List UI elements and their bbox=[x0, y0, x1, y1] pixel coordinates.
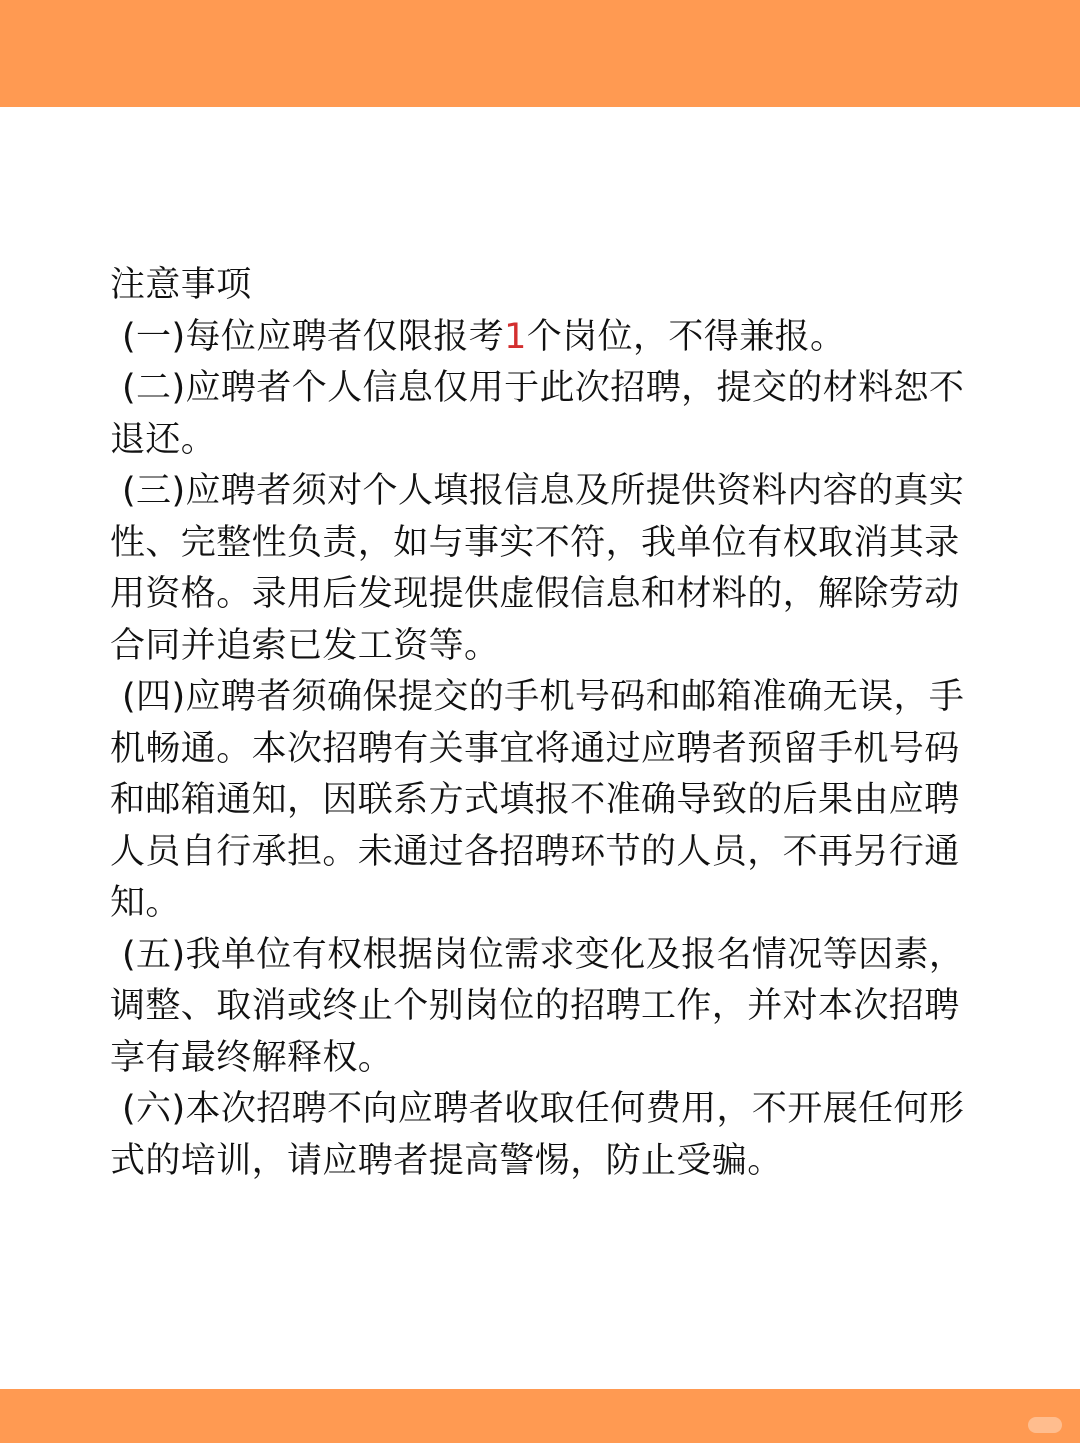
top-banner bbox=[0, 0, 1080, 107]
notice-item-6: (六)本次招聘不向应聘者收取任何费用，不开展任何形式的培训，请应聘者提高警惕，防止受骗。 bbox=[110, 1089, 965, 1181]
notice-content bbox=[110, 260, 970, 1187]
notice-item-5: (五)我单位有权根据岗位需求变化及报名情况等因素，调整、取消或终止个别岗位的招聘工作，并对本次招聘享有最终解释权。 bbox=[110, 934, 965, 1078]
notice-item-1 bbox=[110, 312, 970, 364]
watermark-badge-icon bbox=[1028, 1417, 1062, 1433]
bottom-banner bbox=[0, 1389, 1080, 1443]
notice-item-2: (二)应聘者个人信息仅用于此次招聘，提交的材料恕不退还。 bbox=[110, 368, 965, 460]
notice-item-1-after: 个岗位，不得兼报。 bbox=[526, 316, 846, 357]
notice-item-3: (三)应聘者须对个人填报信息及所提供资料内容的真实性、完整性负责，如与事实不符，我单位有权取消其录用资格。录用后发现提供虚假信息和材料的，解除劳动合同并追索已发工资等。 bbox=[110, 471, 965, 666]
notice-heading: 注意事项 bbox=[110, 265, 252, 305]
notice-item-4: (四)应聘者须确保提交的手机号码和邮箱准确无误，手机畅通。本次招聘有关事宜将通过应聘者预留手机号码和邮箱通知，因联系方式填报不准确导致的后果由应聘人员自行承担。未通过各招聘环节的人员，不再另行通知。 bbox=[110, 677, 965, 923]
notice-item-1-highlight: 1 bbox=[504, 316, 527, 357]
notice-item-1-before: (一)每位应聘者仅限报考 bbox=[122, 316, 505, 357]
